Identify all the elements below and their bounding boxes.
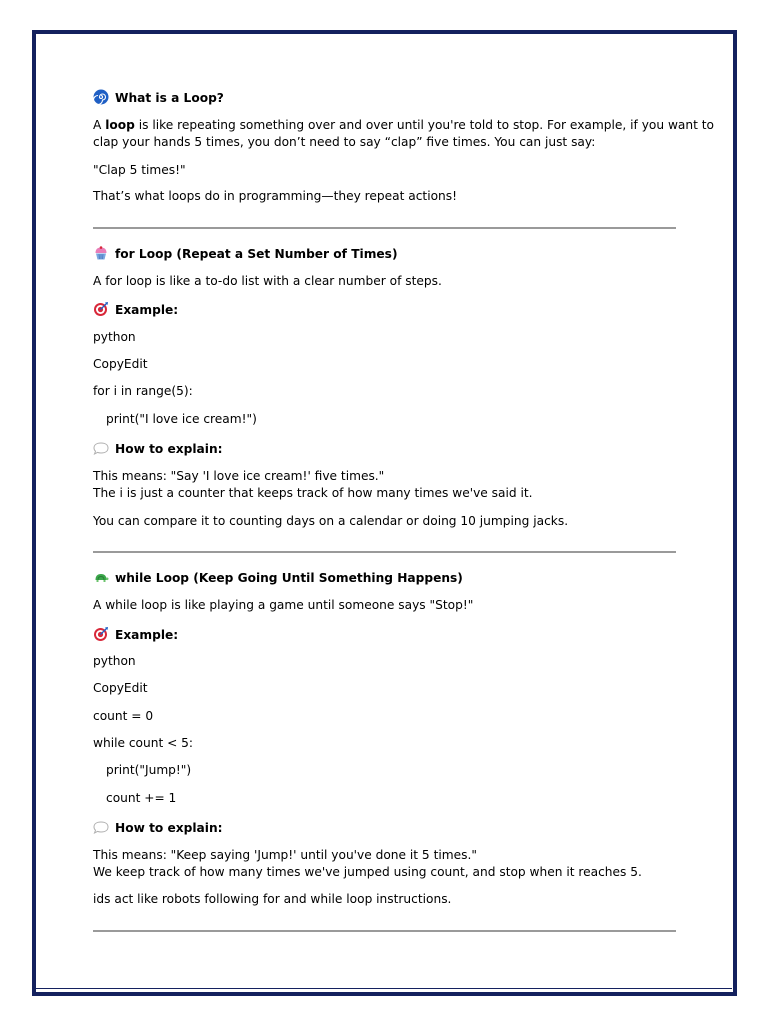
while-loop-explain-heading xyxy=(93,819,223,837)
intro-summary: That’s what loops do in programming—they repeat actions! xyxy=(93,189,457,203)
loop-bold-term: loop xyxy=(105,118,135,132)
for-loop-example-label: Example: xyxy=(115,303,179,317)
section-divider xyxy=(93,930,676,932)
for-loop-explain-line2: The i is just a counter that keeps track of how many times we've said it. xyxy=(93,486,533,500)
cupcake-icon xyxy=(93,245,109,261)
while-loop-copy-label: CopyEdit xyxy=(93,681,148,695)
for-loop-explain-label: How to explain: xyxy=(115,442,223,456)
while-loop-closing: ids act like robots following for and while loop instructions. xyxy=(93,892,452,906)
for-loop-copy-label: CopyEdit xyxy=(93,357,148,371)
for-loop-code-line1: for i in range(5): xyxy=(93,384,193,398)
speech-bubble-icon xyxy=(93,440,109,456)
while-loop-code-line2: while count < 5: xyxy=(93,736,194,750)
while-loop-explain-label: How to explain: xyxy=(115,821,223,835)
for-loop-title: for Loop (Repeat a Set Number of Times) xyxy=(115,247,398,261)
while-loop-intro: A while loop is like playing a game until someone says "Stop!" xyxy=(93,598,474,612)
intro-paragraph-line2: clap your hands 5 times, you don’t need to say “clap” five times. You can just say: xyxy=(93,135,596,149)
for-loop-code-line2: print("I love ice cream!") xyxy=(106,412,257,426)
while-loop-heading xyxy=(93,569,463,587)
section-divider xyxy=(93,227,676,229)
for-loop-explain-line1: This means: "Say 'I love ice cream!' five times." xyxy=(93,469,385,483)
for-loop-intro: A for loop is like a to-do list with a clear number of steps. xyxy=(93,274,442,288)
for-loop-explain-heading xyxy=(93,440,223,458)
while-loop-explain-line2: We keep track of how many times we've jumped using count, and stop when it reaches 5. xyxy=(93,865,642,879)
section-divider xyxy=(93,551,676,553)
target-icon xyxy=(93,301,109,317)
for-loop-heading xyxy=(93,245,398,263)
while-loop-explain-line1: This means: "Keep saying 'Jump!' until you've done it 5 times." xyxy=(93,848,477,862)
while-loop-example-heading xyxy=(93,626,178,644)
target-icon xyxy=(93,626,109,642)
intro-quote: "Clap 5 times!" xyxy=(93,163,186,177)
while-loop-code-line4: count += 1 xyxy=(106,791,177,805)
for-loop-example-heading xyxy=(93,301,178,319)
intro-heading xyxy=(93,89,224,107)
intro-paragraph-line1: A loop is like repeating something over and over until you're told to stop. For example, if you want to xyxy=(93,118,715,132)
intro-title: What is a Loop? xyxy=(115,91,224,105)
spiral-icon xyxy=(93,89,109,105)
speech-bubble-icon xyxy=(93,819,109,835)
while-loop-example-label: Example: xyxy=(115,628,179,642)
while-loop-title: while Loop (Keep Going Until Something Happens) xyxy=(115,571,463,585)
turtle-icon xyxy=(93,569,109,585)
for-loop-code-language: python xyxy=(93,330,136,344)
while-loop-code-line3: print("Jump!") xyxy=(106,763,192,777)
while-loop-code-line1: count = 0 xyxy=(93,709,154,723)
while-loop-code-language: python xyxy=(93,654,136,668)
page-border-bottom-line xyxy=(35,988,732,989)
for-loop-compare: You can compare it to counting days on a calendar or doing 10 jumping jacks. xyxy=(93,514,569,528)
